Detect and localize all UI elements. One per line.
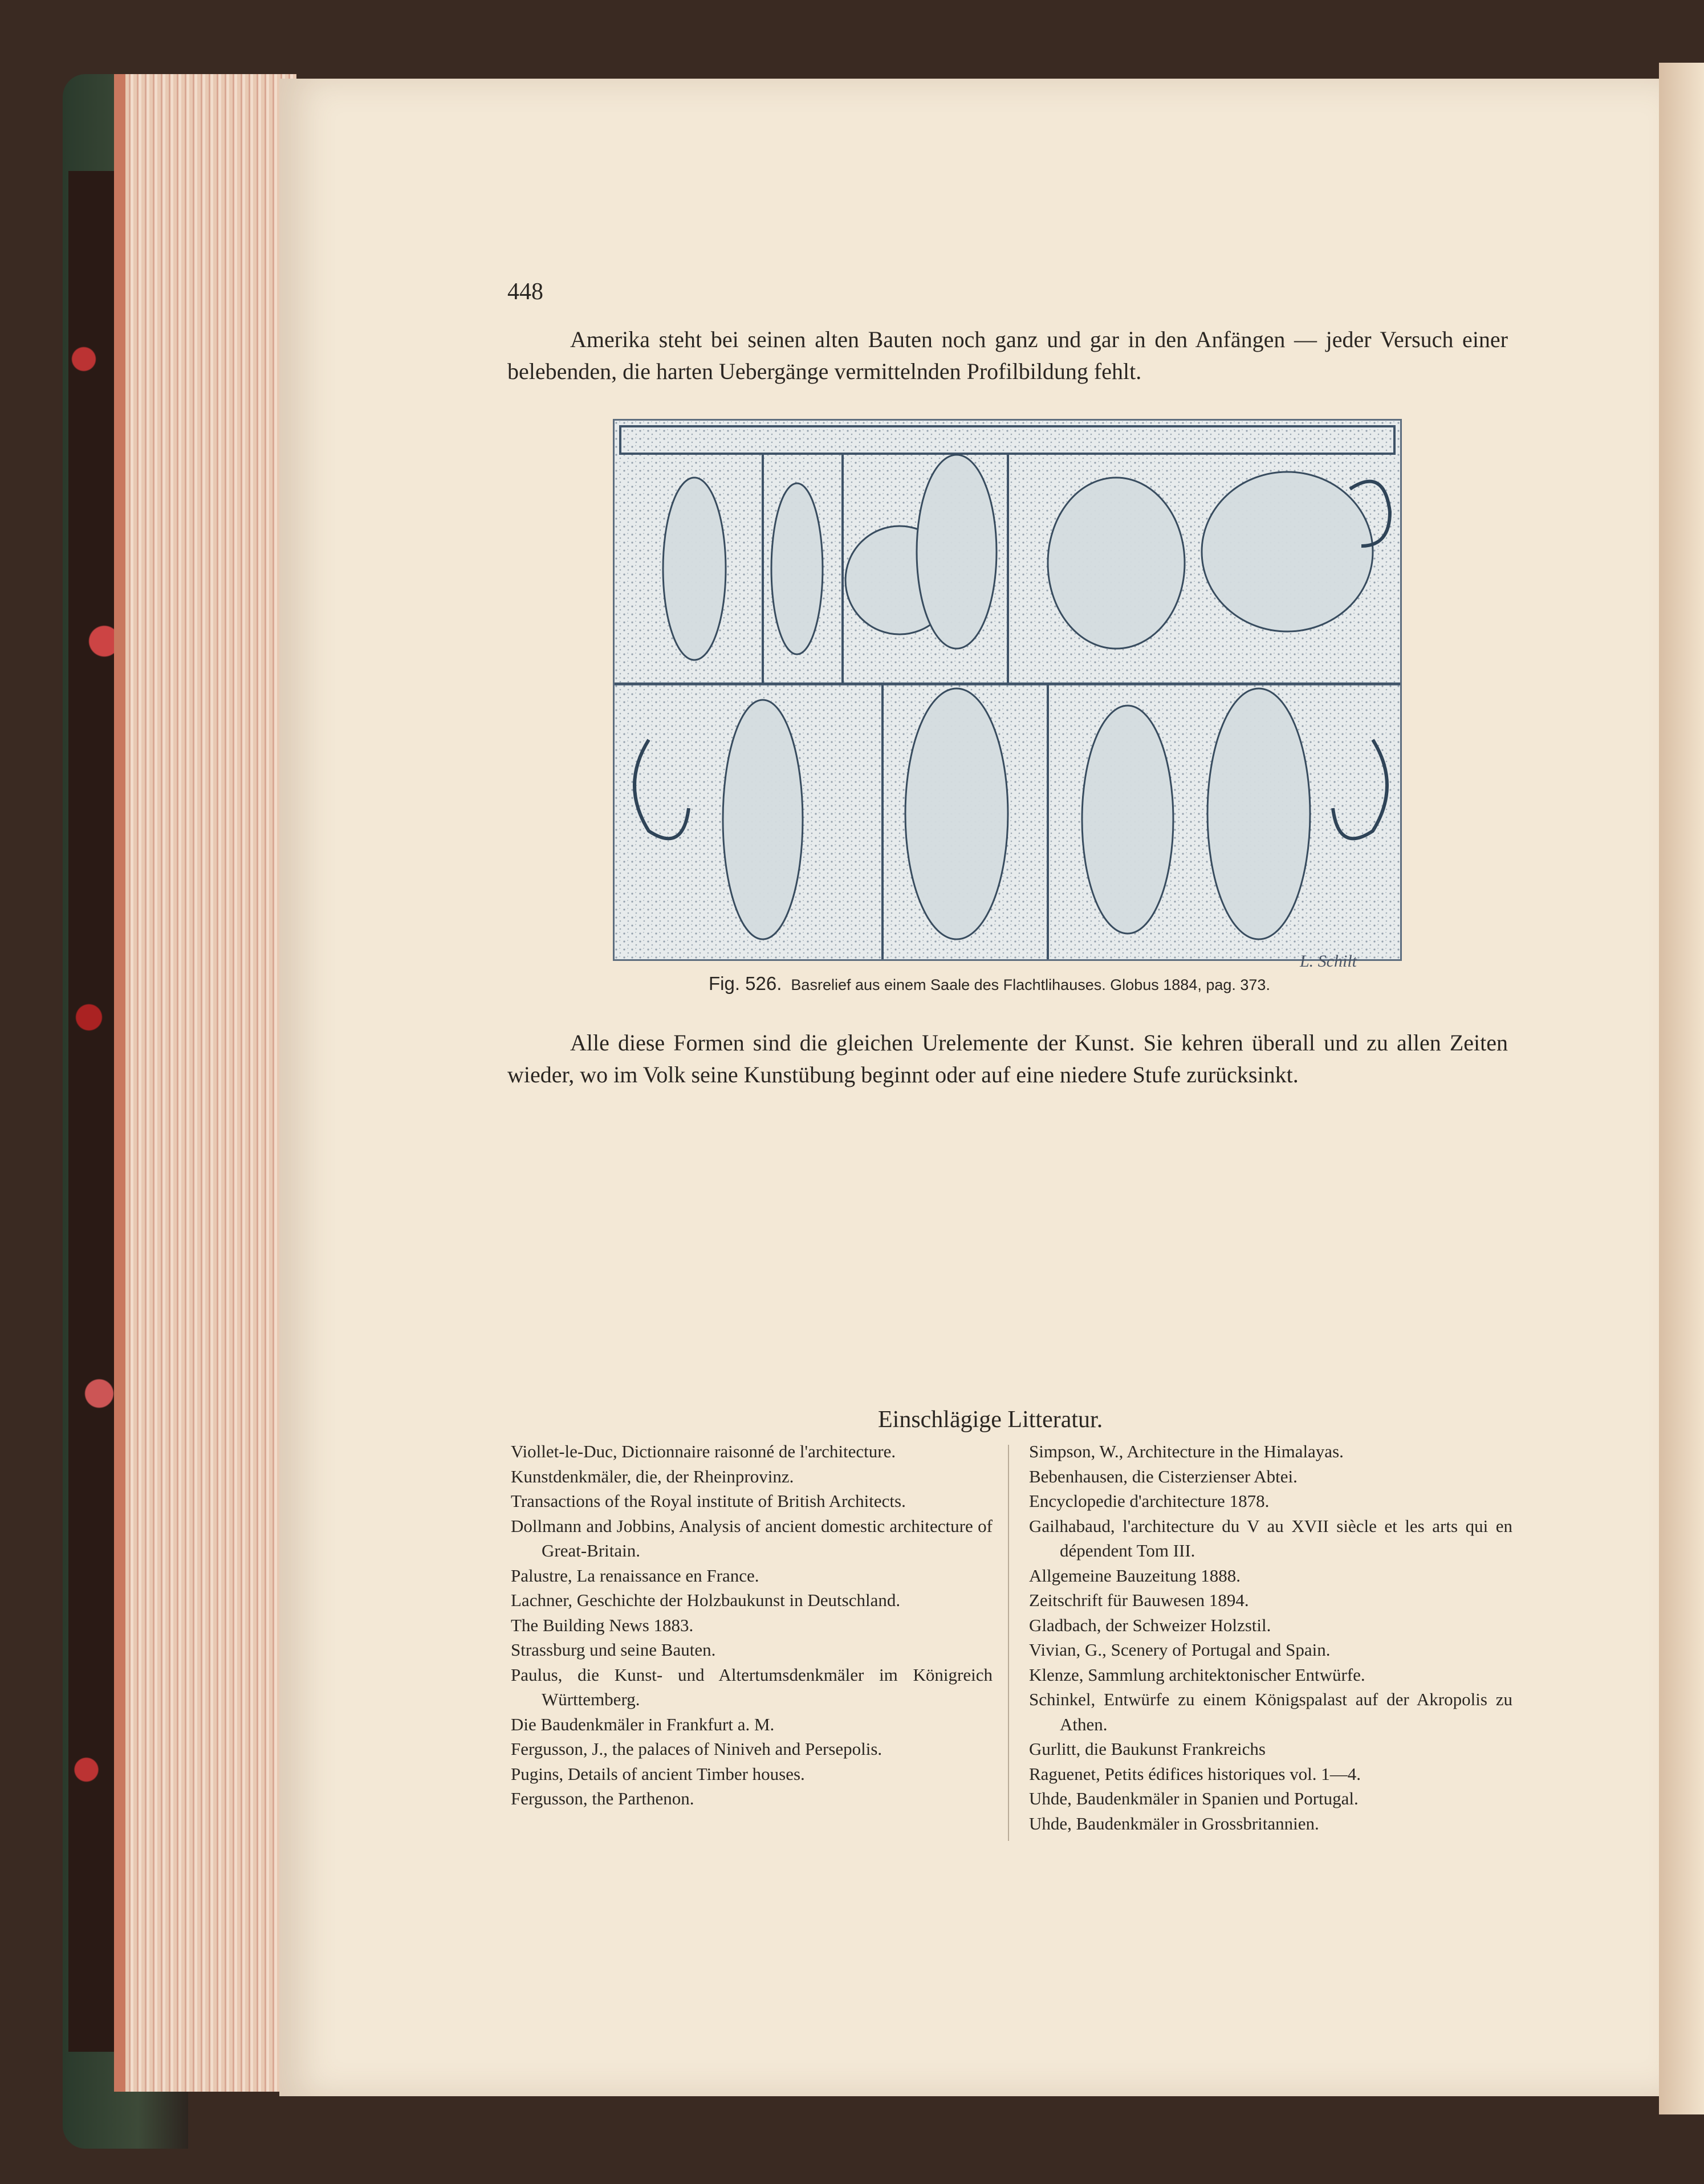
literature-entry: Gurlitt, die Baukunst Frankreichs [1029,1739,1266,1759]
marbled-endpaper [68,171,120,2052]
literature-heading: Einschlägige Litteratur. [878,1407,1103,1433]
literature-entry: Allgemeine Bauzeitung 1888. [1029,1565,1241,1586]
paragraph-2-text: Alle diese Formen sind die gleichen Urelemente der Kunst. Sie kehren überall und zu allen Zeiten wieder, wo im Volk seine Kunstübung beginnt oder auf eine niedere Stufe zurücksinkt. [507,1030,1508,1087]
literature-entry: Gailhabaud, l'architecture du V au XVII siècle et les arts qui en dépendent Tom III. [1029,1515,1512,1560]
literature-entry: Zeitschrift für Bauwesen 1894. [1029,1590,1249,1610]
literature-entry: Fergusson, the Parthenon. [511,1788,694,1808]
literature-entry: Kunstdenkmäler, die, der Rheinprovinz. [511,1466,794,1486]
literature-column-left [511,1439,993,1811]
literature-entry: Viollet-le-Duc, Dictionnaire raisonné de l'architecture. [511,1441,896,1461]
literature-entry: Uhde, Baudenkmäler in Grossbritannien. [1029,1813,1319,1833]
literature-entry: Lachner, Geschichte der Holzbaukunst in Deutschland. [511,1590,901,1610]
literature-entry: Paulus, die Kunst- und Altertumsdenkmäler im Königreich Württemberg. [511,1664,993,1709]
page-edges [114,74,296,2092]
figure-caption-text: Basrelief aus einem Saale des Flachtlihauses. Globus 1884, pag. 373. [791,976,1270,993]
literature-entry: Dollmann and Jobbins, Analysis of ancient domestic architecture of Great-Britain. [511,1515,993,1560]
literature-entry: Klenze, Sammlung architektonischer Entwürfe. [1029,1664,1365,1685]
literature-entry: Fergusson, J., the palaces of Niniveh and Persepolis. [511,1739,882,1759]
basrelief-illustration [615,421,1400,959]
literature-entry: Strassburg und seine Bauten. [511,1640,716,1660]
page-number: 448 [507,279,543,305]
literature-entry: Gladbach, der Schweizer Holzstil. [1029,1615,1271,1635]
literature-column-right [1029,1439,1512,1836]
figure-label: Fig. 526. [709,973,782,994]
literature-entry: Encyclopedie d'architecture 1878. [1029,1491,1270,1511]
literature-entry: Bebenhausen, die Cisterzienser Abtei. [1029,1466,1298,1486]
literature-entry: Uhde, Baudenkmäler in Spanien und Portugal. [1029,1788,1359,1808]
figure-basrelief [613,419,1402,961]
paragraph-1-text: Amerika steht bei seinen alten Bauten noch ganz und gar in den Anfängen — jeder Versuch einer belebenden, die harten Uebergänge vermittelnden Profilbildung fehlt. [507,327,1508,384]
column-divider [1008,1445,1009,1841]
paragraph-urelemente [507,1027,1508,1091]
literature-entry: Simpson, W., Architecture in the Himalayas. [1029,1441,1344,1461]
literature-entry: The Building News 1883. [511,1615,694,1635]
artist-signature: L. Schilt [1300,952,1357,971]
figure-caption [709,973,1270,995]
paragraph-amerika [507,324,1508,388]
literature-entry: Transactions of the Royal institute of British Architects. [511,1491,906,1511]
literature-entry: Raguenet, Petits édifices historiques vol. 1—4. [1029,1763,1361,1784]
facing-page-edge [1659,63,1704,2114]
literature-entry: Palustre, La renaissance en France. [511,1565,759,1586]
literature-entry: Vivian, G., Scenery of Portugal and Spain. [1029,1640,1331,1660]
literature-entry: Schinkel, Entwürfe zu einem Königspalast auf der Akropolis zu Athen. [1029,1689,1512,1734]
literature-entry: Die Baudenkmäler in Frankfurt a. M. [511,1714,775,1734]
literature-entry: Pugins, Details of ancient Timber houses. [511,1763,805,1784]
